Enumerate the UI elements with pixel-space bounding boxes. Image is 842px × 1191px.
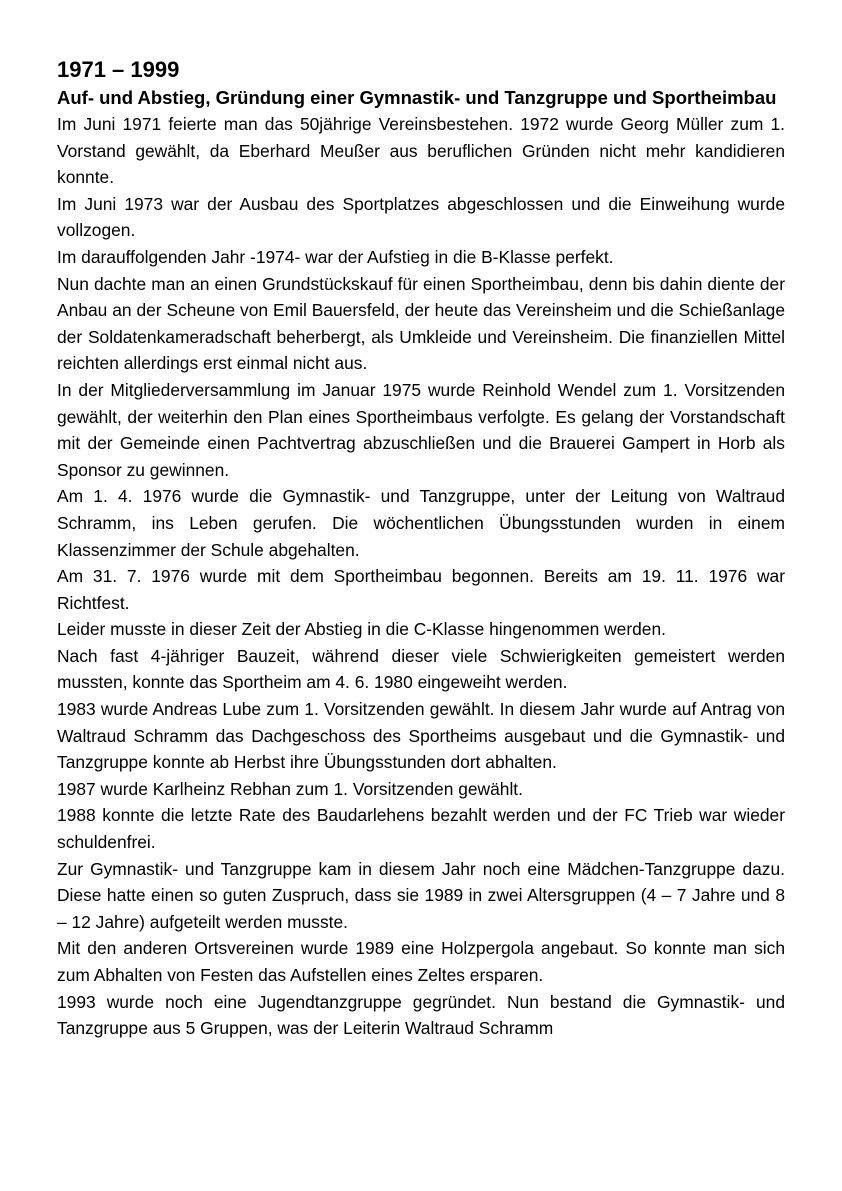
paragraph-einweihung: Nach fast 4-jähriger Bauzeit, während dieser viele Schwierigkeiten gemeistert werden mussten, konnte das Sportheim am 4. 6. 1980 eingeweiht werden.	[57, 645, 785, 693]
paragraph-aufstieg: Im darauffolgenden Jahr -1974- war der Aufstieg in die B-Klasse perfekt.	[57, 246, 614, 267]
paragraph-schuldenfrei: 1988 konnte die letzte Rate des Baudarlehens bezahlt werden und der FC Trieb war wieder schuldenfrei.	[57, 805, 785, 853]
paragraph-lube: 1983 wurde Andreas Lube zum 1. Vorsitzenden gewählt. In diesem Jahr wurde auf Antrag von Waltraud Schramm das Dachgeschoss des Sportheims ausgebaut und die Gymnastik- und Tanzgruppe konnte ab Herbst ihre Übungsstunden dort abhalten.	[57, 699, 785, 773]
year-heading: 1971 – 1999	[57, 57, 180, 82]
paragraph-mitgliederversammlung: In der Mitgliederversammlung im Januar 1975 wurde Reinhold Wendel zum 1. Vorsitzenden gewählt, der weiterhin den Plan eines Sportheimbaus verfolgte. Es gelang der Vorstandschaft mit der Gemeinde einen Pachtvertrag abzuschließen und die Brauerei Gampert in Horb als Sponsor zu gewinnen.	[57, 379, 785, 480]
paragraph-maedchen-tanzgruppe: Zur Gymnastik- und Tanzgruppe kam in diesem Jahr noch eine Mädchen-Tanzgruppe dazu. Diese hatte einen so guten Zuspruch, dass sie 1989 in zwei Altersgruppen (4 – 7 Jahre und 8 – 12 Jahre) aufgeteilt werden musste.	[57, 858, 785, 932]
paragraph-rebhan: 1987 wurde Karlheinz Rebhan zum 1. Vorsitzenden gewählt.	[57, 778, 523, 799]
paragraph-abstieg: Leider musste in dieser Zeit der Abstieg in die C-Klasse hingenommen werden.	[57, 619, 666, 640]
paragraph-gymnastikgruppe: Am 1. 4. 1976 wurde die Gymnastik- und Tanzgruppe, unter der Leitung von Waltraud Schramm, ins Leben gerufen. Die wöchentlichen Übungsstunden wurden in einem Klassenzimmer der Schule abgehalten.	[57, 486, 785, 560]
paragraph-grundstueck: Nun dachte man an einen Grundstückskauf für einen Sportheimbau, denn bis dahin diente der Anbau an der Scheune von Emil Bauersfeld, der heute das Vereinsheim und die Schießanlage der Soldatenkameradschaft beherbergt, als Umkleide und Vereinsheim. Die finanziellen Mittel reichten allerdings erst einmal nicht aus.	[57, 273, 785, 374]
paragraph-sportheimbau: Am 31. 7. 1976 wurde mit dem Sportheimbau begonnen. Bereits am 19. 11. 1976 war Richtfest.	[57, 566, 785, 613]
section-subtitle: Auf- und Abstieg, Gründung einer Gymnastik- und Tanzgruppe und Sportheimbau	[57, 87, 777, 108]
paragraph-holzpergola: Mit den anderen Ortsvereinen wurde 1989 eine Holzpergola angebaut. So konnte man sich zum Abhalten von Festen das Aufstellen eines Zeltes ersparen.	[57, 938, 785, 985]
paragraph-jubilee: Im Juni 1971 feierte man das 50jährige Vereinsbestehen. 1972 wurde Georg Müller zum 1. Vorstand gewählt, da Eberhard Meußer aus beruflichen Gründen nicht mehr kandidieren konnte.	[57, 114, 785, 188]
paragraph-sportplatz: Im Juni 1973 war der Ausbau des Sportplatzes abgeschlossen und die Einweihung wurde vollzogen.	[57, 193, 785, 241]
paragraph-jugendtanzgruppe: 1993 wurde noch eine Jugendtanzgruppe gegründet. Nun bestand die Gymnastik- und Tanzgruppe aus 5 Gruppen, was der Leiterin Waltraud Schramm	[57, 991, 785, 1039]
document-page	[57, 55, 785, 1042]
